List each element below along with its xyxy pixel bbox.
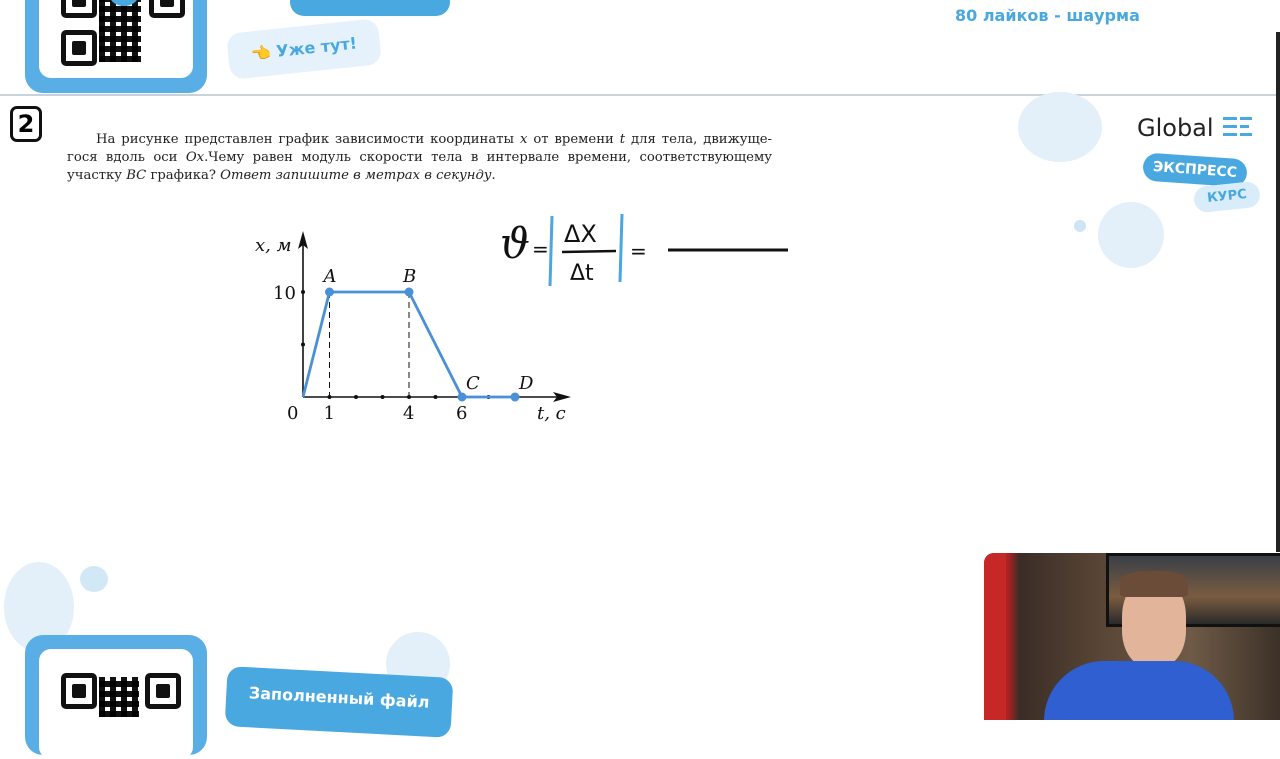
- velocity-formula: [498, 210, 798, 290]
- top-banner-decoration: [290, 0, 450, 16]
- already-here-label: 👈 Уже тут!: [250, 33, 358, 64]
- problem-statement: [67, 131, 772, 185]
- point-label-d: D: [519, 373, 534, 394]
- y-axis-label: x, м: [255, 235, 292, 256]
- problem-number: 2: [17, 110, 35, 138]
- point-label-a: A: [323, 266, 337, 287]
- top-bar: [0, 0, 1280, 95]
- brand-name: Global: [1137, 114, 1214, 142]
- problem-text-5: графика?: [146, 168, 221, 183]
- var-x: x: [519, 132, 528, 147]
- course-tag: [1193, 181, 1261, 214]
- person-hair: [1120, 571, 1188, 597]
- y-axis-tick-dot: [301, 343, 305, 347]
- red-banner: [984, 553, 1006, 720]
- right-edge-bar: [1276, 32, 1280, 552]
- course-label: КУРС: [1206, 186, 1248, 207]
- y-tick-label: 10: [273, 283, 296, 304]
- var-ox: Ox: [185, 150, 205, 165]
- filled-file-label: Заполненный файл: [248, 683, 430, 712]
- divider: [0, 94, 1280, 96]
- menu-lines-icon: [1221, 116, 1255, 138]
- segment-bc: BC: [126, 168, 147, 183]
- problem-text-1: На рисунке представлен график зависимости координаты: [96, 132, 520, 147]
- x-tick-label: 6: [456, 403, 468, 424]
- decor-bubble: [1074, 220, 1086, 232]
- formula-eq: =: [532, 237, 549, 261]
- x-tick-label: 1: [323, 403, 335, 424]
- formula-v: ϑ: [500, 219, 531, 268]
- y-axis-tick-dot: [301, 290, 305, 294]
- fraction-line: [562, 251, 616, 252]
- formula-eq2: =: [630, 239, 647, 263]
- already-here-pill[interactable]: [226, 18, 382, 80]
- problem-text-4: .Чему равен модуль скорости тела в интервале времени, соответствующему участку: [67, 150, 772, 183]
- problem-number-badge: [10, 106, 42, 142]
- likes-text: 80 лайков - шаурма: [955, 6, 1140, 25]
- x-axis-tick-dot: [354, 395, 358, 399]
- bottom-qr-card[interactable]: [25, 635, 207, 755]
- formula-numerator: ΔX: [564, 220, 597, 248]
- data-point-a: [325, 288, 334, 297]
- qr-code-icon: [99, 0, 141, 62]
- brand-logo: [1137, 114, 1255, 142]
- webcam-video: [984, 553, 1280, 720]
- x-axis-label: t, с: [537, 403, 566, 424]
- filled-file-pill[interactable]: [225, 666, 454, 738]
- decor-bubble: [80, 566, 108, 592]
- telegram-qr-card[interactable]: [25, 0, 207, 93]
- formula-denominator: Δt: [570, 261, 594, 286]
- express-label: ЭКСПРЕСС: [1152, 159, 1238, 181]
- decor-bubble: [1018, 92, 1102, 162]
- point-label-c: C: [466, 373, 480, 394]
- abs-bar-right: [620, 214, 622, 282]
- abs-bar-left: [550, 216, 552, 286]
- x-tick-label: 4: [403, 403, 415, 424]
- qr-code-icon: [99, 677, 139, 717]
- decor-bubble: [1098, 202, 1164, 268]
- person-shirt: [1044, 661, 1234, 720]
- answer-hint: Ответ запишите в метрах в секунду.: [220, 168, 496, 183]
- x-axis-tick-dot: [434, 395, 438, 399]
- point-label-b: B: [403, 266, 417, 287]
- x-axis-tick-dot: [381, 395, 385, 399]
- problem-text-2: от времени: [527, 132, 620, 147]
- data-point-b: [405, 288, 414, 297]
- var-t: t: [619, 132, 626, 147]
- origin-label: 0: [287, 403, 299, 424]
- problem-text-3: для тела, движуще-гося вдоль оси: [67, 132, 773, 165]
